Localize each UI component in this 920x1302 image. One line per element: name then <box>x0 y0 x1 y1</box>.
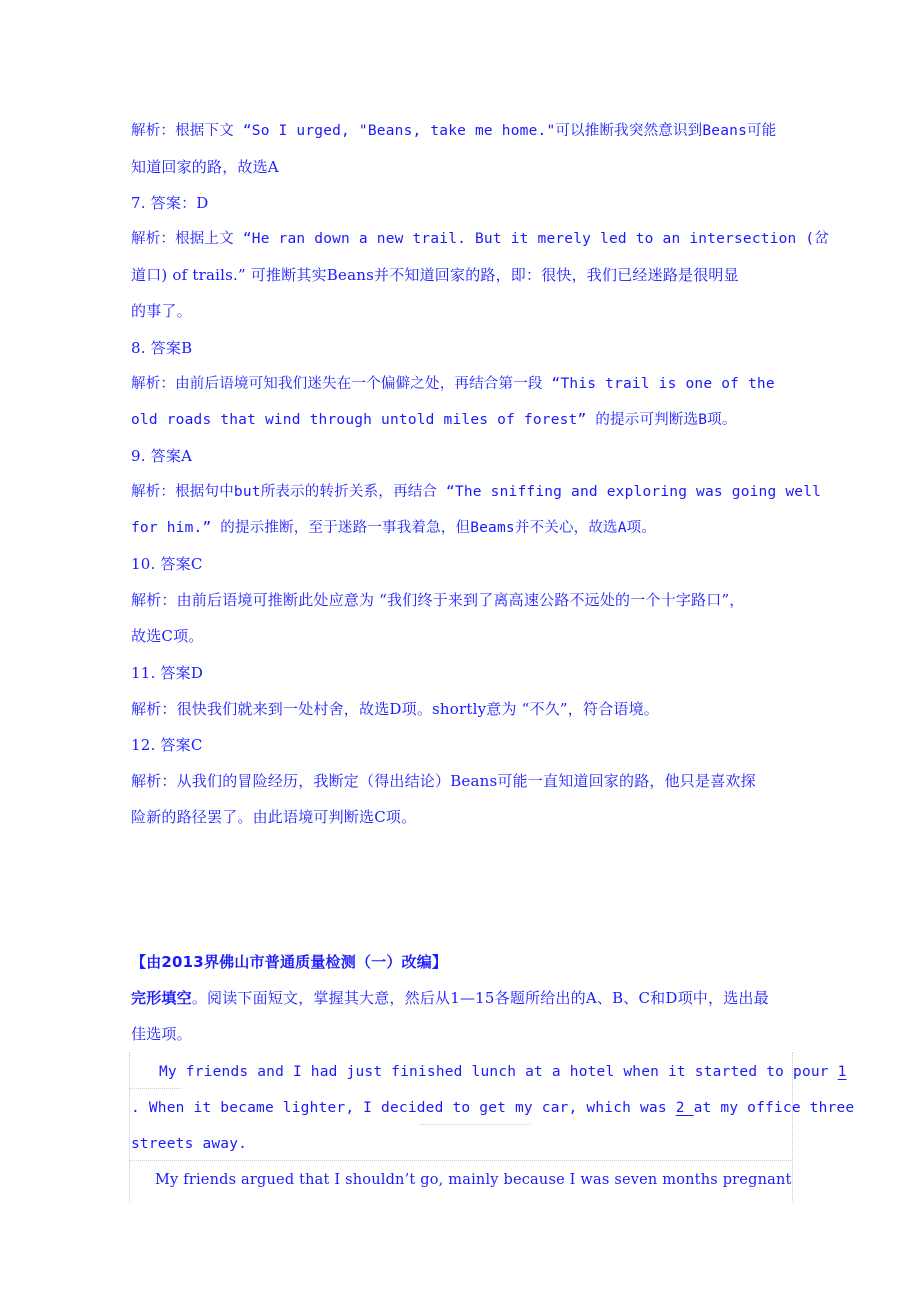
explanation-10-line-2: 故选C项。 <box>131 627 204 645</box>
passage-line-4: My friends argued that I shouldn’t go, mainly because I was seven months pregnant <box>155 1172 792 1188</box>
cloze-instruction-text: 。阅读下面短文，掌握其大意，然后从1—15各题所给出的A、B、C和D项中，选出最 <box>191 989 769 1007</box>
explanation-11-line-1: 解析：很快我们就来到一处村舍，故选D项。shortly意为 “不久”，符合语境。 <box>131 700 659 718</box>
explanation-8-line-2: old roads that wind through untold miles of forest” 的提示可判断选B项。 <box>131 412 737 428</box>
explanation-6-line-2: 知道回家的路，故选A <box>131 158 279 176</box>
passage-line-1 <box>159 1062 847 1082</box>
passage-text: at my office three <box>693 1100 855 1116</box>
cloze-title: 完形填空 <box>131 989 192 1007</box>
dotted-rule <box>129 1088 181 1089</box>
explanation-10-line-1: 解析：由前后语境可推断此处应意为 “我们终于来到了离高速公路不远处的一个十字路口”， <box>131 591 745 609</box>
passage-text: . When it became lighter, I decided to get my car, which was <box>131 1100 676 1116</box>
explanation-9-line-2: for him.” 的提示推断，至于迷路一事我着急，但Beams并不关心，故选A项。 <box>131 520 657 536</box>
passage-line-2 <box>131 1098 854 1118</box>
answer-10-label: 10. 答案C <box>131 555 203 573</box>
explanation-12-line-1: 解析：从我们的冒险经历，我断定（得出结论）Beans可能一直知道回家的路，他只是喜欢探 <box>131 772 756 790</box>
answer-7-label: 7. 答案：D <box>131 194 209 212</box>
answer-11-label: 11. 答案D <box>131 664 204 682</box>
explanation-12-line-2: 险新的路径罢了。由此语境可判断选C项。 <box>131 808 417 826</box>
blank-2: 2 <box>675 1100 694 1116</box>
passage-line-3: streets away. <box>131 1136 248 1152</box>
explanation-9-line-1: 解析：根据句中but所表示的转折关系，再结合 “The sniffing and exploring was going well <box>131 484 822 500</box>
cloze-instruction-line-1 <box>131 988 769 1008</box>
answer-9-label: 9. 答案A <box>131 447 193 465</box>
dotted-rule <box>420 1124 530 1125</box>
answer-8-label: 8. 答案B <box>131 339 193 357</box>
blank-1: 1 <box>837 1064 847 1080</box>
section-source-heading: 【由2013界佛山市普通质量检测（一）改编】 <box>131 953 448 971</box>
explanation-7-line-3: 的事了。 <box>131 302 192 320</box>
dotted-rule <box>129 1160 791 1161</box>
answer-12-label: 12. 答案C <box>131 736 203 754</box>
explanation-7-line-1: 解析：根据上文 “He ran down a new trail. But it merely led to an intersection (岔 <box>131 231 830 247</box>
explanation-6-line-1: 解析：根据下文 “So I urged, "Beans, take me home."可以推断我突然意识到Beans可能 <box>131 123 777 139</box>
explanation-7-line-2: 道口) of trails.” 可推断其实Beans并不知道回家的路，即：很快，我们已经迷路是很明显 <box>131 266 739 284</box>
cloze-instruction-line-2: 佳选项。 <box>131 1025 192 1043</box>
explanation-8-line-1: 解析：由前后语境可知我们迷失在一个偏僻之处，再结合第一段 “This trail is one of the <box>131 376 775 392</box>
passage-text: My friends and I had just finished lunch at a hotel when it started to pour <box>159 1064 838 1080</box>
